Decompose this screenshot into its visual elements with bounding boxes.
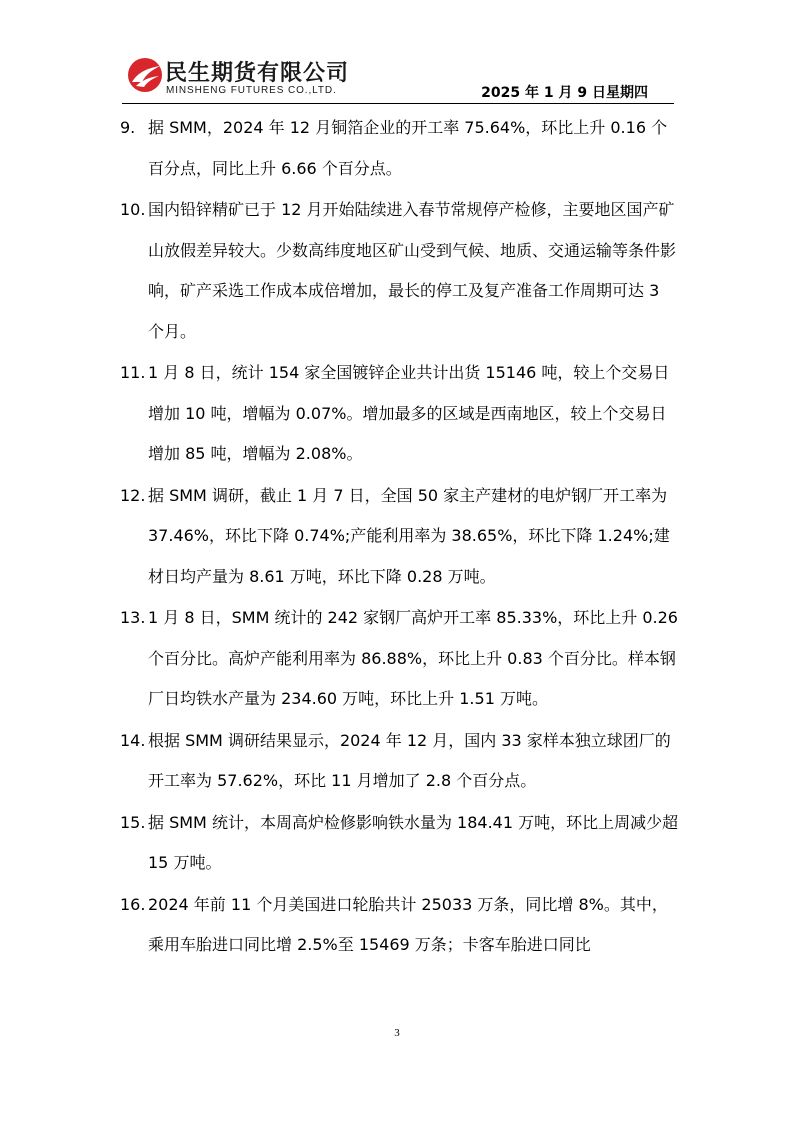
page-number: 3 (394, 1027, 400, 1039)
item-text: 根据 SMM 调研结果显示，2024 年 12 月，国内 33 家样本独立球团厂的开工率为 57.62%，环比 11 月增加了 2.8 个百分点。 (148, 730, 671, 790)
list-item (120, 108, 680, 189)
list-item (120, 190, 680, 352)
item-text: 据 SMM 调研，截止 1 月 7 日，全国 50 家主产建材的电炉钢厂开工率为 37.46%，环比下降 0.74%;产能利用率为 38.65%，环比下降 1.24%;建材日均产量为 8.61 万吨，环比下降 0.28 万吨。 (148, 485, 670, 586)
header-rule (122, 103, 674, 104)
list-item (120, 598, 680, 720)
item-number: 15. (120, 812, 146, 832)
item-text: 2024 年前 11 个月美国进口轮胎共计 25033 万条，同比增 8%。其中，乘用车胎进口同比增 2.5%至 15469 万条；卡客车胎进口同比 (148, 894, 668, 954)
item-number: 9. (120, 118, 136, 137)
item-number: 14. (120, 730, 146, 750)
list-item (120, 353, 680, 475)
item-number: 12. (120, 485, 146, 505)
news-list (120, 108, 680, 967)
item-number: 16. (120, 894, 146, 914)
company-name-cn: 民生期货有限公司 (165, 61, 350, 86)
item-number: 11. (120, 363, 146, 382)
item-text: 国内铅锌精矿已于 12 月开始陆续进入春节常规停产检修，主要地区国产矿山放假差异较大。少数高纬度地区矿山受到气候、地质、交通运输等条件影响，矿产采选工作成本成倍增加，最长的停工及复产准备工作周期可达 3 个月。 (148, 200, 677, 341)
item-number: 10. (120, 200, 146, 219)
list-item (120, 803, 680, 884)
item-text: 1 月 8 日，SMM 统计的 242 家钢厂高炉开工率 85.33%，环比上升 0.26 个百分比。高炉产能利用率为 86.88%，环比上升 0.83 个百分比。样本钢厂日均铁水产量为 234.60 万吨，环比上升 1.51 万吨。 (148, 608, 678, 708)
list-item (120, 885, 680, 966)
list-item (120, 476, 680, 598)
company-logo (122, 50, 372, 100)
item-text: 1 月 8 日，统计 154 家全国镀锌企业共计出货 15146 吨，较上个交易日增加 10 吨，增幅为 0.07%。增加最多的区域是西南地区，较上个交易日增加 85 吨，增幅为 2.08%。 (148, 363, 670, 463)
list-item (120, 721, 680, 802)
item-number: 13. (120, 608, 146, 627)
logo-emblem-icon (126, 56, 164, 94)
report-date: 2025 年 1 月 9 日星期四 (481, 85, 648, 101)
company-name-en: MINSHENG FUTURES CO.,LTD. (166, 85, 337, 96)
item-text: 据 SMM 统计，本周高炉检修影响铁水量为 184.41 万吨，环比上周减少超 15 万吨。 (148, 812, 679, 872)
item-text: 据 SMM，2024 年 12 月铜箔企业的开工率 75.64%，环比上升 0.16 个百分点，同比上升 6.66 个百分点。 (148, 118, 668, 178)
page-header (122, 50, 674, 104)
